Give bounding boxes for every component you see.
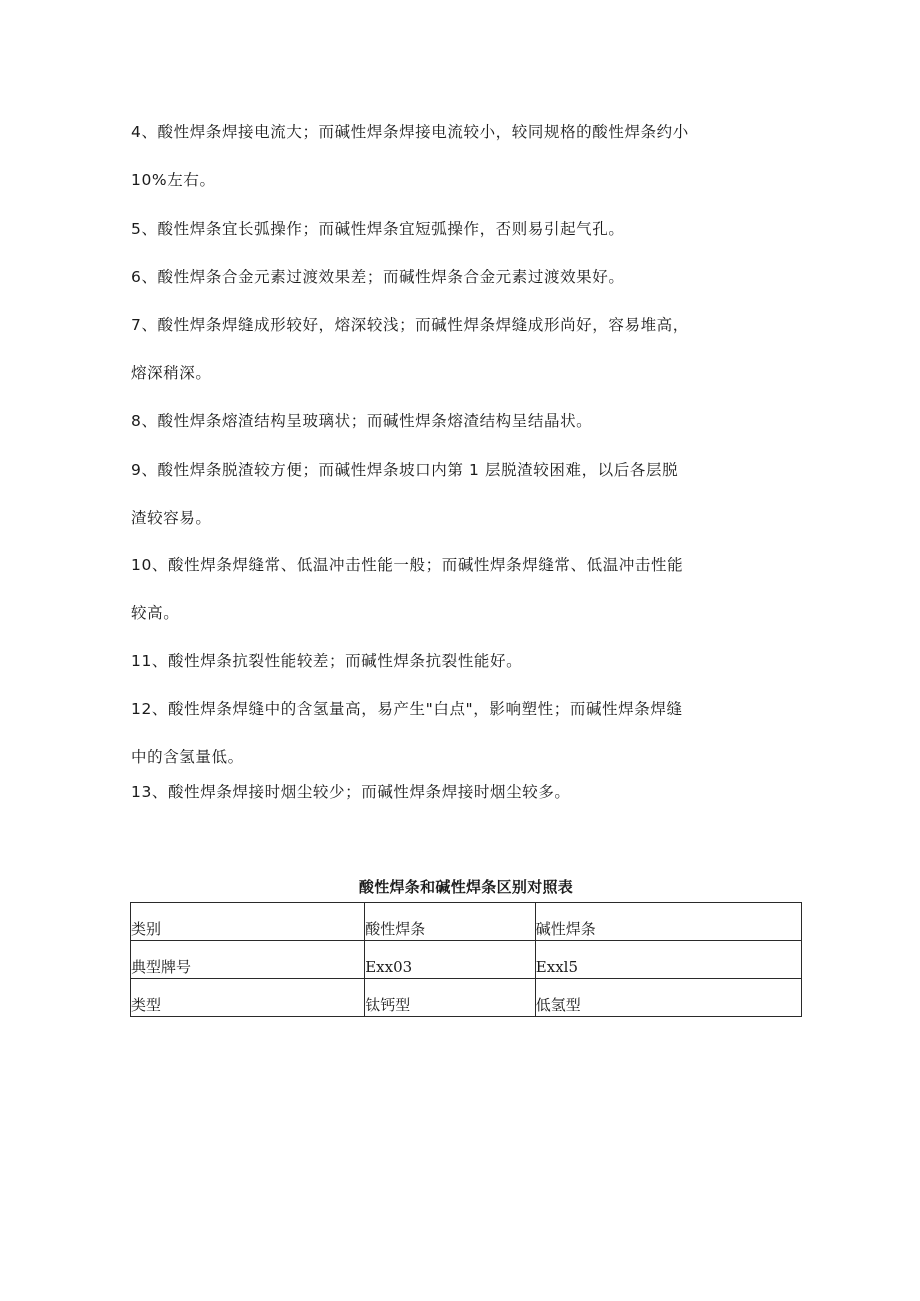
table-row <box>131 979 802 1017</box>
table-title: 酸性焊条和碱性焊条区别对照表 <box>358 878 574 896</box>
paragraph-7: 7、酸性焊条焊缝成形较好，熔深较浅；而碱性焊条焊缝成形尚好，容易堆高，熔深稍深。 <box>131 316 689 382</box>
paragraph-9: 9、酸性焊条脱渣较方便；而碱性焊条坡口内第 1 层脱渣较困难，以后各层脱渣较容易。 <box>131 461 679 527</box>
paragraph-10: 10、酸性焊条焊缝常、低温冲击性能一般；而碱性焊条焊缝常、低温冲击性能较高。 <box>131 556 684 622</box>
table-cell: 典型牌号 <box>131 941 365 979</box>
table-cell: 类别 <box>131 903 365 941</box>
paragraph-11: 11、酸性焊条抗裂性能较差；而碱性焊条抗裂性能好。 <box>131 652 523 670</box>
paragraph-4: 4、酸性焊条焊接电流大；而碱性焊条焊接电流较小，较同规格的酸性焊条约小 10%左右。 <box>131 123 689 189</box>
table-cell: 低氢型 <box>535 979 801 1017</box>
table-cell: 碱性焊条 <box>535 903 801 941</box>
table-cell: 酸性焊条 <box>365 903 536 941</box>
paragraph-12: 12、酸性焊条焊缝中的含氢量高，易产生"白点"，影响塑性；而碱性焊条焊缝中的含氢量低。 <box>131 700 683 766</box>
paragraph-8: 8、酸性焊条熔渣结构呈玻璃状；而碱性焊条熔渣结构呈结晶状。 <box>131 412 593 430</box>
table-cell: 类型 <box>131 979 365 1017</box>
paragraph-5: 5、酸性焊条宜长弧操作；而碱性焊条宜短弧操作，否则易引起气孔。 <box>131 220 625 238</box>
table-cell: Exx03 <box>365 941 536 979</box>
paragraph-6: 6、酸性焊条合金元素过渡效果差；而碱性焊条合金元素过渡效果好。 <box>131 268 625 286</box>
table-row <box>131 903 802 941</box>
comparison-table <box>130 902 802 1017</box>
table-cell: Exxl5 <box>535 941 801 979</box>
paragraph-13: 13、酸性焊条焊接时烟尘较少；而碱性焊条焊接时烟尘较多。 <box>131 783 571 801</box>
table-row <box>131 941 802 979</box>
table-cell: 钛钙型 <box>365 979 536 1017</box>
